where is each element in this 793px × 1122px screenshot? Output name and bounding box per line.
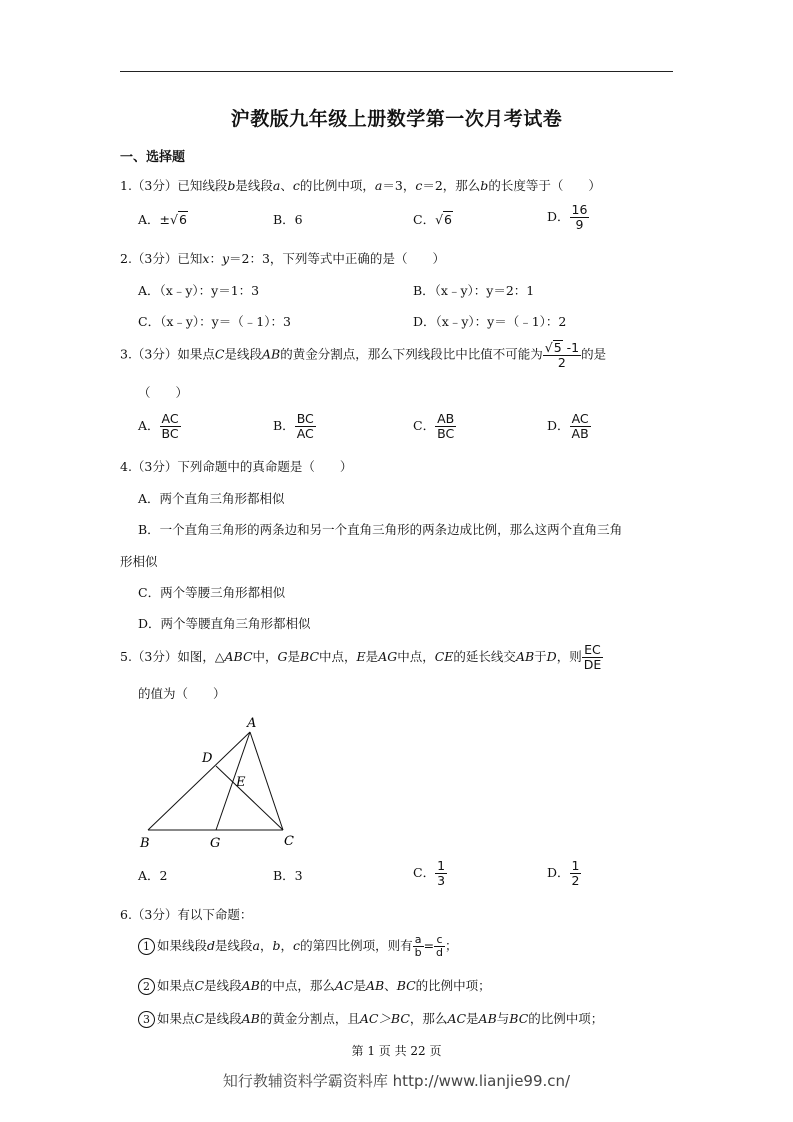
top-rule xyxy=(120,71,673,72)
question-4-option-d[interactable]: D．两个等腰直角三角形都相似 xyxy=(138,616,311,631)
question-2-option-a[interactable]: A．（x﹣y）：y＝1：3 xyxy=(138,283,260,298)
question-3-paren: （ ） xyxy=(138,385,189,400)
section-heading: 一、选择题 xyxy=(120,150,186,165)
question-6-item-1: 1 如果线段d是线段a，b，c的第四比例项，则有 $\frac{a}{b}$ = $\frac{c}{d}$ ； xyxy=(138,934,458,959)
question-5-option-c[interactable]: C． $\frac{1}{3}$ xyxy=(413,858,446,888)
side-ac xyxy=(250,732,283,830)
question-5-option-a[interactable]: A．2 xyxy=(138,868,168,883)
triangle-figure xyxy=(130,712,310,852)
page-number: 第 1 页 共 22 页 xyxy=(351,1044,442,1058)
label-g: G xyxy=(210,836,221,851)
question-2-option-c[interactable]: C．（x﹣y）：y＝（﹣1）：3 xyxy=(138,314,291,329)
question-2-option-d[interactable]: D．（x﹣y）：y＝（﹣1）：2 xyxy=(413,314,567,329)
question-5-stem-line2: 的值为（ ） xyxy=(138,686,226,701)
question-5-option-b[interactable]: B．3 xyxy=(273,868,303,883)
question-6-item-3: 3 如果点C是线段AB的黄金分割点，且AC＞BC，那么AC是AB与BC的比例中项； xyxy=(138,1009,603,1028)
page-title: 沪教版九年级上册数学第一次月考试卷 xyxy=(230,108,563,130)
question-4-stem: 4.（3分）下列命题中的真命题是（ ） xyxy=(120,459,353,474)
question-1-stem: 1.（3分）已知线段b是线段a、c的比例中项，a＝3，c＝2，那么b的长度等于（ ） xyxy=(120,178,601,193)
question-3-option-b[interactable]: B． $\frac{BC}{AC}$ xyxy=(273,411,314,441)
question-4-option-b-line2: 形相似 xyxy=(120,554,158,569)
side-ab xyxy=(148,732,250,830)
label-c: C xyxy=(284,834,294,849)
question-2-option-b[interactable]: B．（x﹣y）：y＝2：1 xyxy=(413,283,535,298)
question-1-option-b[interactable]: B．6 xyxy=(273,212,303,227)
question-4-option-b-line1[interactable]: B．一个直角三角形的两条边和另一个直角三角形的两条边成比例，那么这两个直角三角 xyxy=(138,522,623,537)
question-1-option-d[interactable]: D． $\frac{16}{9}$ xyxy=(547,202,588,232)
question-1-option-a[interactable]: A．±√6 xyxy=(138,212,187,227)
label-b: B xyxy=(140,836,150,851)
segment-cd xyxy=(216,766,283,830)
label-e: E xyxy=(236,775,246,790)
question-1-option-c[interactable]: C．√6 xyxy=(413,212,452,227)
question-2-stem: 2.（3分）已知x：y＝2：3，下列等式中正确的是（ ） xyxy=(120,251,445,266)
question-3-stem: 3.（3分）如果点C是线段AB的黄金分割点，那么下列线段比中比值不可能为 $\frac{√5 -1}{2}$ 的是 xyxy=(120,340,607,370)
question-5-option-d[interactable]: D． $\frac{1}{2}$ xyxy=(547,858,580,888)
label-d: D xyxy=(202,751,213,766)
question-4-option-c[interactable]: C．两个等腰三角形都相似 xyxy=(138,585,286,600)
question-6-item-2: 2 如果点C是线段AB的中点，那么AC是AB、BC的比例中项； xyxy=(138,976,491,995)
question-3-option-a[interactable]: A． $\frac{AC}{BC}$ xyxy=(138,411,179,441)
label-a: A xyxy=(247,716,257,731)
site-watermark[interactable]: 知行教辅资料学霸资料库 http://www.lianjie99.cn/ xyxy=(222,1072,571,1090)
question-3-option-d[interactable]: D． $\frac{AC}{AB}$ xyxy=(547,411,589,441)
question-3-option-c[interactable]: C． $\frac{AB}{BC}$ xyxy=(413,411,455,441)
question-5-stem: 5.（3分）如图，△ABC中，G是BC中点，E是AG中点，CE的延长线交AB于D，则 $\frac{EC}{DE}$ xyxy=(120,642,602,672)
question-6-stem: 6.（3分）有以下命题： xyxy=(120,907,253,922)
question-4-option-a[interactable]: A．两个直角三角形都相似 xyxy=(138,491,285,506)
